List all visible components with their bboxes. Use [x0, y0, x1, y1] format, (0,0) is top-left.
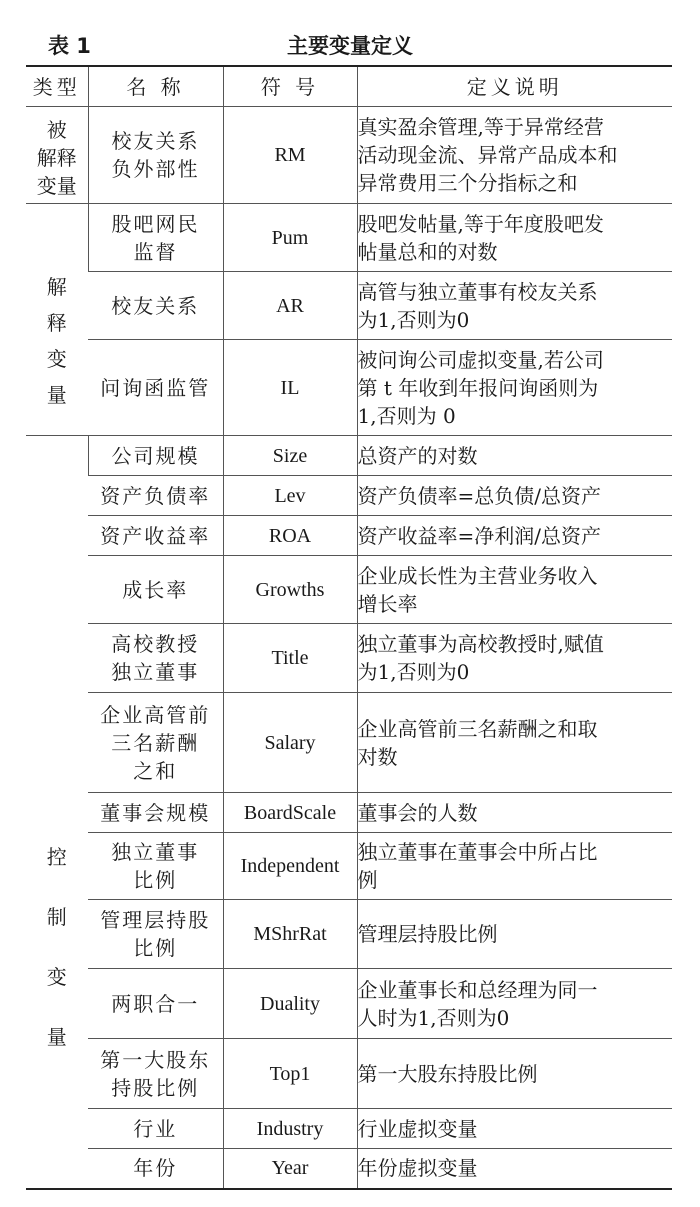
desc-line: 1,否则为 0	[357, 403, 456, 428]
table-row	[26, 204, 672, 272]
desc-line: 对数	[357, 744, 398, 769]
category-text: 变	[46, 964, 67, 989]
table-row	[26, 476, 672, 516]
variable-description	[357, 107, 672, 204]
variable-symbol: Title	[223, 624, 357, 693]
name-line: 比例	[133, 868, 178, 892]
header-row	[26, 66, 672, 107]
variable-description	[357, 969, 672, 1039]
table-row	[26, 833, 672, 900]
table-row	[26, 516, 672, 556]
variable-symbol: IL	[223, 340, 357, 436]
desc-line: 异常费用三个分指标之和	[357, 171, 578, 195]
variable-symbol: AR	[223, 272, 357, 340]
desc-line: 活动现金流、异常产品成本和	[357, 143, 618, 167]
variable-name	[88, 900, 223, 969]
variable-name: 资产收益率	[88, 516, 223, 556]
variable-name	[88, 1039, 223, 1109]
desc-line: 真实盈余管理,等于异常经营	[357, 115, 604, 139]
table-row	[26, 556, 672, 624]
name-line: 监督	[133, 239, 178, 264]
category-explanatory	[26, 204, 88, 436]
desc-line: 人时为1,否则为0	[357, 1005, 510, 1030]
variable-description: 管理层持股比例	[357, 900, 672, 969]
variable-description: 资产负债率=总负债/总资产	[357, 476, 672, 516]
variable-symbol: MShrRat	[223, 900, 357, 969]
name-line: 问询函监管	[100, 375, 211, 400]
variable-symbol: BoardScale	[223, 793, 357, 833]
category-text: 解释	[36, 146, 77, 170]
desc-line: 增长率	[357, 591, 418, 616]
variable-name	[88, 833, 223, 900]
name-line: 校友关系	[111, 293, 200, 318]
name-line: 三名薪酬	[111, 730, 200, 755]
variable-symbol: Size	[223, 436, 357, 476]
variable-symbol: Pum	[223, 204, 357, 272]
name-line: 持股比例	[111, 1075, 200, 1100]
name-line: 独立董事	[111, 660, 200, 684]
table-row	[26, 107, 672, 204]
variable-name: 董事会规模	[88, 793, 223, 833]
table-row	[26, 693, 672, 793]
table-row	[26, 340, 672, 436]
category-text: 控	[46, 844, 67, 869]
variable-description: 董事会的人数	[357, 793, 672, 833]
desc-line: 独立董事在董事会中所占比	[357, 840, 598, 864]
variable-name	[88, 693, 223, 793]
category-text: 变量	[36, 174, 77, 198]
variable-symbol: Salary	[223, 693, 357, 793]
table-title: 主要变量定义	[287, 34, 413, 58]
desc-line: 企业高管前三名薪酬之和取	[357, 716, 598, 741]
variable-name	[88, 340, 223, 436]
table-row	[26, 1039, 672, 1109]
variable-description: 行业虚拟变量	[357, 1109, 672, 1149]
category-text: 量	[46, 1024, 67, 1049]
desc-line: 例	[357, 868, 378, 892]
name-line: 企业高管前	[100, 702, 211, 727]
table-row	[26, 272, 672, 340]
variable-description	[357, 624, 672, 693]
name-line: 第一大股东	[100, 1047, 211, 1072]
variable-description	[357, 340, 672, 436]
variable-name: 公司规模	[88, 436, 223, 476]
desc-line: 被问询公司虚拟变量,若公司	[357, 347, 604, 372]
variable-description	[357, 272, 672, 340]
table-row	[26, 436, 672, 476]
table-row	[26, 793, 672, 833]
variable-description: 第一大股东持股比例	[357, 1039, 672, 1109]
name-line: 之和	[133, 758, 178, 783]
category-text: 量	[46, 382, 67, 407]
variable-name	[88, 624, 223, 693]
variable-name: 资产负债率	[88, 476, 223, 516]
table-number: 表 1	[48, 34, 91, 58]
table-row	[26, 969, 672, 1039]
variable-description	[357, 833, 672, 900]
name-line: 负外部性	[111, 157, 200, 181]
category-text: 被	[46, 118, 67, 142]
desc-line: 股吧发帖量,等于年度股吧发	[357, 211, 604, 236]
desc-line: 帖量总和的对数	[357, 239, 498, 264]
variable-name	[88, 272, 223, 340]
category-text: 变	[46, 346, 67, 371]
variable-description	[357, 693, 672, 793]
variable-description: 总资产的对数	[357, 436, 672, 476]
name-line: 股吧网民	[111, 211, 200, 236]
variable-symbol: RM	[223, 107, 357, 204]
name-line: 校友关系	[111, 129, 200, 153]
desc-line: 独立董事为高校教授时,赋值	[357, 632, 604, 656]
variable-description: 资产收益率=净利润/总资产	[357, 516, 672, 556]
desc-line: 第 t 年收到年报问询函则为	[357, 375, 599, 400]
variable-name: 年份	[88, 1149, 223, 1189]
variable-name	[88, 107, 223, 204]
variable-definition-table	[26, 65, 672, 1190]
variable-symbol: Top1	[223, 1039, 357, 1109]
desc-line: 企业成长性为主营业务收入	[357, 563, 598, 588]
desc-line: 为1,否则为0	[357, 307, 470, 332]
category-dependent	[26, 107, 88, 204]
variable-symbol: Year	[223, 1149, 357, 1189]
variable-description	[357, 204, 672, 272]
variable-symbol: Industry	[223, 1109, 357, 1149]
table-row	[26, 1149, 672, 1189]
header-description: 定义说明	[357, 66, 672, 107]
header-type: 类型	[26, 66, 88, 107]
category-control	[26, 436, 88, 1189]
desc-line: 高管与独立董事有校友关系	[357, 279, 598, 304]
variable-name: 成长率	[88, 556, 223, 624]
category-text: 释	[46, 310, 67, 335]
variable-description	[357, 556, 672, 624]
category-text: 制	[46, 904, 67, 929]
variable-description: 年份虚拟变量	[357, 1149, 672, 1189]
table-row	[26, 624, 672, 693]
variable-name: 行业	[88, 1109, 223, 1149]
header-name: 名 称	[88, 66, 223, 107]
name-line: 高校教授	[111, 632, 200, 656]
variable-symbol: Independent	[223, 833, 357, 900]
variable-name	[88, 204, 223, 272]
variable-symbol: Lev	[223, 476, 357, 516]
variable-symbol: ROA	[223, 516, 357, 556]
table-row	[26, 1109, 672, 1149]
variable-symbol: Growths	[223, 556, 357, 624]
category-text: 解	[46, 274, 67, 299]
desc-line: 企业董事长和总经理为同一	[357, 977, 598, 1002]
header-symbol: 符 号	[223, 66, 357, 107]
name-line: 管理层持股	[100, 908, 211, 932]
variable-symbol: Duality	[223, 969, 357, 1039]
table-caption	[0, 0, 700, 64]
name-line: 独立董事	[111, 840, 200, 864]
variable-name: 两职合一	[88, 969, 223, 1039]
desc-line: 为1,否则为0	[357, 660, 470, 684]
name-line: 比例	[133, 936, 178, 960]
table-row	[26, 900, 672, 969]
